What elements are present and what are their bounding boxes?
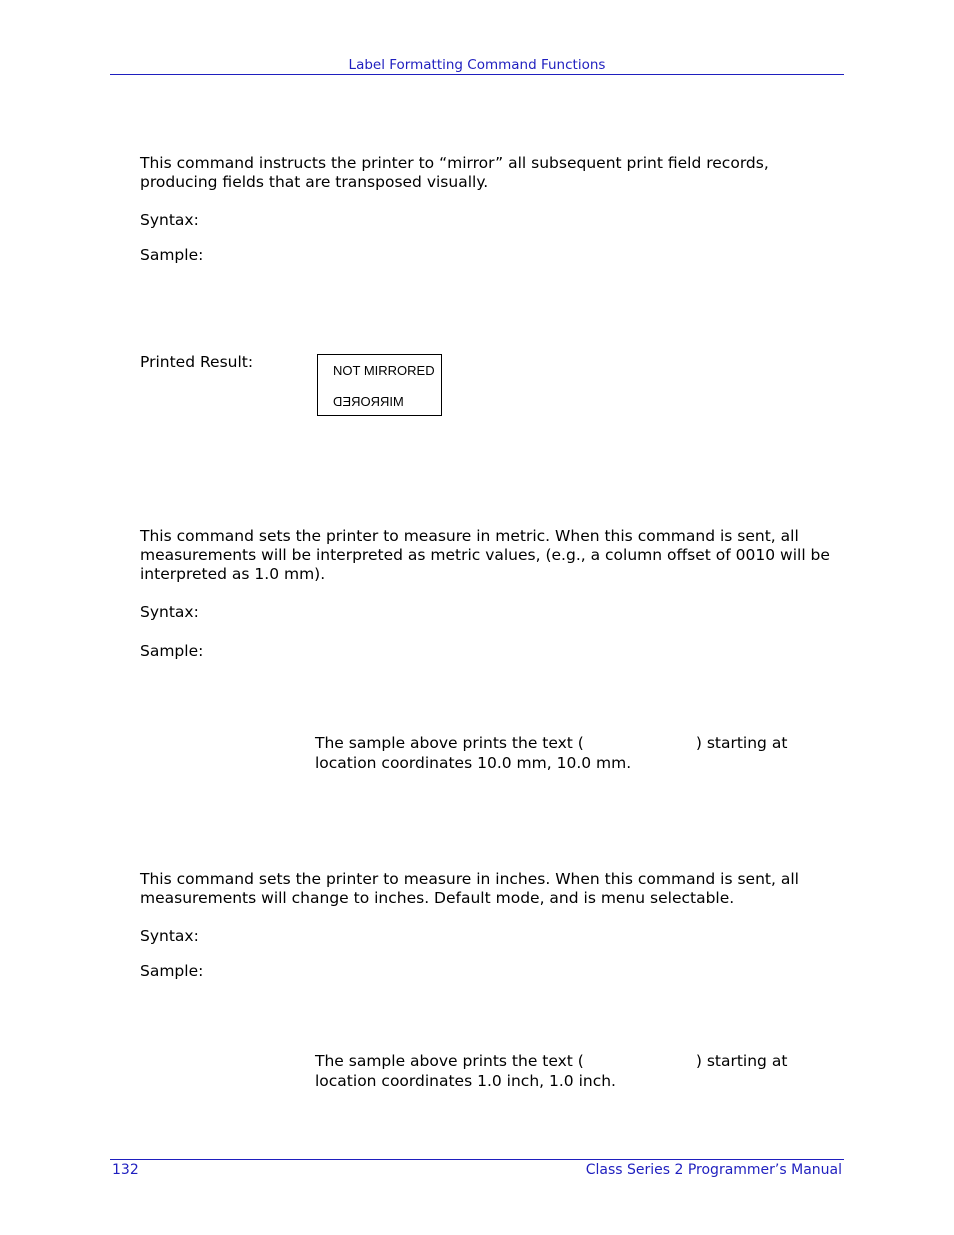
inch-sample-label: Sample: xyxy=(140,962,204,980)
inch-sample-note xyxy=(315,1051,815,1091)
metric-description-line2: measurements will be interpreted as metric values, (e.g., a column offset of 0010 will be xyxy=(140,546,830,564)
metric-note-part2: ) starting at xyxy=(695,734,788,752)
footer-rule xyxy=(110,1159,844,1160)
mirrored-text: MIRRORED xyxy=(333,394,404,409)
metric-note-line2: location coordinates 10.0 mm, 10.0 mm. xyxy=(315,754,632,772)
mirror-sample-label: Sample: xyxy=(140,246,204,264)
running-header: Label Formatting Command Functions xyxy=(348,57,606,73)
inch-note-part2: ) starting at xyxy=(695,1052,788,1070)
metric-sample-label: Sample: xyxy=(140,642,204,660)
inch-description-line2: measurements will change to inches. Default mode, and is menu selectable. xyxy=(140,889,735,907)
mirror-syntax-label: Syntax: xyxy=(140,211,199,229)
not-mirrored-text: NOT MIRRORED xyxy=(333,363,435,378)
mirror-description-line1: This command instructs the printer to “mirror” all subsequent print field records, xyxy=(140,154,769,172)
printed-result-sample xyxy=(317,354,442,416)
metric-description xyxy=(140,527,850,584)
mirror-description-line2: producing fields that are transposed visually. xyxy=(140,173,489,191)
metric-note-part1: The sample above prints the text ( xyxy=(315,734,584,752)
mirror-description xyxy=(140,154,850,192)
header-rule xyxy=(110,74,844,75)
metric-description-line3: interpreted as 1.0 mm). xyxy=(140,565,326,583)
manual-title: Class Series 2 Programmer’s Manual xyxy=(585,1162,842,1178)
metric-sample-note xyxy=(315,733,815,773)
printed-result-label: Printed Result: xyxy=(140,353,254,371)
page-number: 132 xyxy=(112,1162,139,1178)
inch-description xyxy=(140,870,850,908)
metric-description-line1: This command sets the printer to measure in metric. When this command is sent, all xyxy=(140,527,799,545)
inch-description-line1: This command sets the printer to measure in inches. When this command is sent, all xyxy=(140,870,799,888)
inch-syntax-label: Syntax: xyxy=(140,927,199,945)
metric-syntax-label: Syntax: xyxy=(140,603,199,621)
inch-note-part1: The sample above prints the text ( xyxy=(315,1052,584,1070)
inch-note-line2: location coordinates 1.0 inch, 1.0 inch. xyxy=(315,1072,616,1090)
